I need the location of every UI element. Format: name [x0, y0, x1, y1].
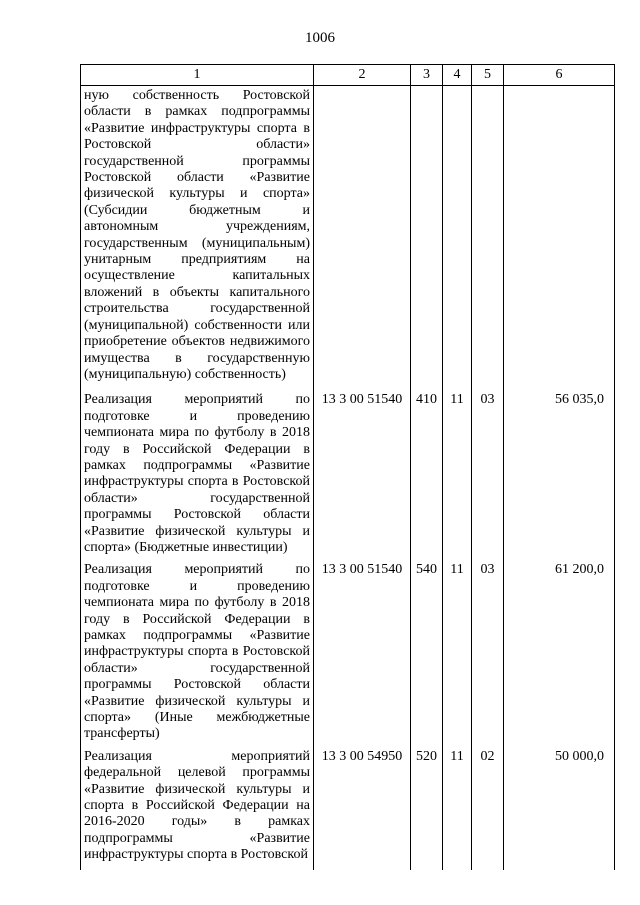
row-amount: 56 035,0: [504, 392, 615, 562]
row-section: [443, 86, 472, 393]
table-row: [81, 86, 615, 393]
row-amount: 50 000,0: [504, 749, 615, 870]
row-target-code: [314, 86, 411, 393]
page-number: 1006: [305, 30, 335, 46]
row-subsection: 03: [472, 562, 504, 748]
row-target-code: 13 3 00 51540: [314, 392, 411, 562]
table-header-row: [81, 65, 615, 86]
row-section: 11: [443, 749, 472, 870]
row-target-code: 13 3 00 51540: [314, 562, 411, 748]
column-header-6: 6: [504, 65, 615, 86]
table-row: [81, 749, 615, 870]
row-description: Реализация мероприятий по подготовке и проведению чемпионата мира по футболу в 2018 году в Российской Федерации в рамках подпрограммы «Развитие инфраструктуры спорта в Ростовской области» государственной программы Ростовской области «Развитие физической культуры и спорта» (Бюджетные инвестиции): [81, 392, 314, 562]
row-description: ную собственность Ростовской области в рамках подпрограммы «Развитие инфраструктуры спорта в Ростовской области» государственной программы Ростовской области «Развитие физической культуры и спорта» (Субсидии бюджетным и автономным учреждениям, государственным (муниципальным) унитарным предприятиям на осуществление капитальных вложений в объекты капитального строительства государственной (муниципальной) собственности или приобретение объектов недвижимого имущества в государственную (муниципальную) собственность): [81, 86, 314, 393]
column-header-2: 2: [314, 65, 411, 86]
row-section: 11: [443, 562, 472, 748]
row-amount: [504, 86, 615, 393]
row-subsection: 03: [472, 392, 504, 562]
row-expense-type: 410: [411, 392, 443, 562]
row-expense-type: [411, 86, 443, 393]
column-header-3: 3: [411, 65, 443, 86]
row-description: Реализация мероприятий по подготовке и проведению чемпионата мира по футболу в 2018 году в Российской Федерации в рамках подпрограммы «Развитие инфраструктуры спорта в Ростовской области» государственной программы Ростовской области «Развитие физической культуры и спорта» (Иные межбюджетные трансферты): [81, 562, 314, 748]
row-expense-type: 540: [411, 562, 443, 748]
row-section: 11: [443, 392, 472, 562]
row-subsection: [472, 86, 504, 393]
row-description: Реализация мероприятий федеральной целевой программы «Развитие физической культуры и спорта в Российской Федерации на 2016-2020 годы» в рамках подпрограммы «Развитие инфраструктуры спорта в Ростовской: [81, 749, 314, 870]
row-target-code: 13 3 00 54950: [314, 749, 411, 870]
budget-table: [80, 64, 615, 870]
row-subsection: 02: [472, 749, 504, 870]
table-row: [81, 392, 615, 562]
row-amount: 61 200,0: [504, 562, 615, 748]
column-header-1: 1: [81, 65, 314, 86]
table-row: [81, 562, 615, 748]
column-header-5: 5: [472, 65, 504, 86]
column-header-4: 4: [443, 65, 472, 86]
row-expense-type: 520: [411, 749, 443, 870]
